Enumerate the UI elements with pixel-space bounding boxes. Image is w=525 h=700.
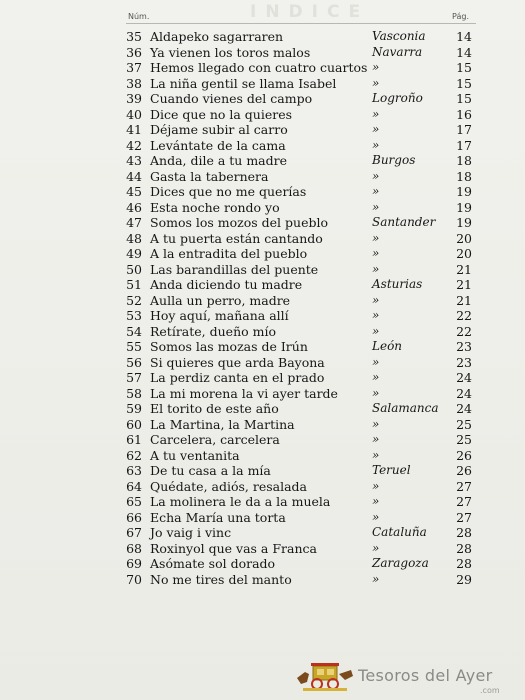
page-number: 14 [456, 29, 472, 44]
region-name: » [372, 168, 380, 183]
song-title: La Martina, la Martina [150, 416, 295, 432]
stagecoach-logo-icon [295, 654, 355, 696]
row-number: 68 [126, 540, 142, 556]
page-number: 28 [456, 556, 472, 571]
song-title: Dice que no la quieres [150, 106, 293, 122]
row-number: 52 [126, 292, 142, 308]
row-number: 58 [126, 385, 142, 401]
page-number: 28 [456, 525, 472, 540]
song-title: Levántate de la cama [150, 137, 286, 153]
page-number: 20 [456, 230, 472, 246]
row-number: 47 [126, 215, 142, 230]
song-title: La niña gentil se llama Isabel [150, 75, 337, 91]
index-row [0, 432, 525, 448]
index-row [0, 231, 525, 247]
region-name: León [372, 339, 403, 353]
region-name: » [372, 571, 380, 586]
page-number: 22 [456, 323, 472, 339]
page-number: 23 [456, 339, 472, 354]
index-row [0, 386, 525, 402]
song-title: Hoy aquí, mañana allí [150, 308, 289, 323]
page-number: 27 [456, 494, 472, 509]
number-column-header: Núm. [128, 12, 150, 21]
song-title: Ya vienen los toros malos [150, 44, 311, 60]
region-name: » [372, 478, 380, 493]
region-name: Asturias [372, 277, 423, 291]
index-row [0, 525, 525, 541]
page-number: 26 [456, 447, 472, 463]
index-row [0, 122, 525, 138]
region-name: » [372, 60, 380, 74]
region-name: » [372, 137, 380, 152]
page-number: 27 [456, 478, 472, 494]
region-name: » [372, 184, 380, 198]
page-number: 19 [456, 199, 472, 215]
index-row [0, 541, 525, 557]
watermark-brand: Tesoros del Ayer [358, 666, 493, 685]
region-name: » [372, 416, 380, 431]
page-number: 29 [456, 571, 472, 587]
page-number: 18 [456, 153, 472, 168]
page-number: 19 [456, 215, 472, 230]
index-row [0, 76, 525, 92]
index-row [0, 510, 525, 526]
region-name: » [372, 370, 380, 384]
page-number: 28 [456, 540, 472, 556]
row-number: 62 [126, 447, 142, 463]
region-name: » [372, 447, 380, 462]
index-row [0, 448, 525, 464]
song-title: El torito de este año [150, 401, 279, 416]
song-title: Aulla un perro, madre [150, 292, 291, 308]
row-number: 41 [126, 122, 142, 137]
page-number: 14 [456, 44, 472, 60]
page-number: 25 [456, 432, 472, 447]
region-name: » [372, 246, 380, 260]
row-number: 48 [126, 230, 142, 246]
row-number: 65 [126, 494, 142, 509]
song-title: Cuando vienes del campo [150, 91, 313, 106]
region-name: Burgos [372, 153, 416, 167]
row-number: 35 [126, 29, 142, 44]
index-row [0, 556, 525, 572]
row-number: 36 [126, 44, 142, 60]
index-row [0, 169, 525, 185]
song-title: Aldapeko sagarraren [150, 29, 284, 44]
page-number: 21 [456, 277, 472, 292]
row-number: 55 [126, 339, 142, 354]
ghost-title: INDICE [250, 2, 370, 22]
index-row [0, 29, 525, 45]
page-number: 27 [456, 509, 472, 525]
region-name: » [372, 261, 380, 276]
row-number: 54 [126, 323, 142, 339]
index-row [0, 572, 525, 588]
index-row [0, 339, 525, 355]
page-number: 15 [456, 91, 472, 106]
index-list [0, 29, 525, 587]
index-row [0, 45, 525, 61]
index-row [0, 277, 525, 293]
header-rule [126, 23, 476, 24]
page-number: 15 [456, 60, 472, 75]
song-title: Déjame subir al carro [150, 122, 288, 137]
region-name: » [372, 385, 380, 400]
region-name: » [372, 75, 380, 90]
index-row [0, 401, 525, 417]
row-number: 59 [126, 401, 142, 416]
index-row [0, 417, 525, 433]
index-row [0, 370, 525, 386]
region-name: » [372, 199, 380, 214]
song-title: A tu ventanita [150, 447, 240, 463]
page-number: 23 [456, 354, 472, 370]
row-number: 64 [126, 478, 142, 494]
row-number: 51 [126, 277, 142, 292]
row-number: 42 [126, 137, 142, 153]
index-row [0, 293, 525, 309]
index-row [0, 246, 525, 262]
row-number: 38 [126, 75, 142, 91]
index-row [0, 355, 525, 371]
song-title: Somos los mozos del pueblo [150, 215, 328, 230]
row-number: 39 [126, 91, 142, 106]
song-title: Esta noche rondo yo [150, 199, 280, 215]
index-row [0, 494, 525, 510]
row-number: 60 [126, 416, 142, 432]
page-column-header: Pág. [452, 12, 469, 21]
index-row [0, 138, 525, 154]
song-title: La molinera le da a la muela [150, 494, 331, 509]
song-title: No me tires del manto [150, 571, 292, 587]
page-number: 17 [456, 137, 472, 153]
page-number: 21 [456, 261, 472, 277]
song-title: Si quieres que arda Bayona [150, 354, 325, 370]
page-number: 25 [456, 416, 472, 432]
region-name: » [372, 122, 380, 136]
row-number: 61 [126, 432, 142, 447]
page-number: 19 [456, 184, 472, 199]
region-name: » [372, 509, 380, 524]
region-name: Logroño [372, 91, 423, 105]
region-name: » [372, 106, 380, 121]
index-row [0, 91, 525, 107]
row-number: 53 [126, 308, 142, 323]
region-name: » [372, 432, 380, 446]
song-title: Retírate, dueño mío [150, 323, 277, 339]
index-row [0, 262, 525, 278]
row-number: 40 [126, 106, 142, 122]
song-title: Somos las mozas de Irún [150, 339, 308, 354]
index-row [0, 153, 525, 169]
song-title: Las barandillas del puente [150, 261, 319, 277]
index-row [0, 308, 525, 324]
page-number: 16 [456, 106, 472, 122]
page-number: 20 [456, 246, 472, 261]
song-title: Asómate sol dorado [150, 556, 276, 571]
song-title: Hemos llegado con cuatro cuartos [150, 60, 368, 75]
region-name: » [372, 230, 380, 245]
song-title: Echa María una torta [150, 509, 286, 525]
index-row [0, 324, 525, 340]
row-number: 46 [126, 199, 142, 215]
song-title: Dices que no me querías [150, 184, 307, 199]
song-title: Quédate, adiós, resalada [150, 478, 308, 494]
row-number: 67 [126, 525, 142, 540]
song-title: Roxinyol que vas a Franca [150, 540, 317, 556]
page-number: 17 [456, 122, 472, 137]
row-number: 56 [126, 354, 142, 370]
region-name: Cataluña [372, 525, 427, 539]
song-title: Anda, dile a tu madre [150, 153, 287, 168]
index-row [0, 479, 525, 495]
index-row [0, 215, 525, 231]
page-number: 24 [456, 385, 472, 401]
row-number: 63 [126, 463, 142, 478]
page-number: 18 [456, 168, 472, 184]
region-name: Teruel [372, 463, 411, 477]
region-name: Vasconia [372, 29, 426, 43]
song-title: Anda diciendo tu madre [150, 277, 303, 292]
page-number: 22 [456, 308, 472, 323]
region-name: » [372, 494, 380, 508]
region-name: » [372, 540, 380, 555]
row-number: 66 [126, 509, 142, 525]
page-number: 21 [456, 292, 472, 308]
row-number: 37 [126, 60, 142, 75]
song-title: A tu puerta están cantando [150, 230, 323, 246]
index-row [0, 60, 525, 76]
page-number: 26 [456, 463, 472, 478]
row-number: 50 [126, 261, 142, 277]
song-title: Gasta la tabernera [150, 168, 269, 184]
region-name: Zaragoza [372, 556, 429, 570]
region-name: Navarra [372, 44, 423, 59]
song-title: La mi morena la vi ayer tarde [150, 385, 338, 401]
row-number: 69 [126, 556, 142, 571]
row-number: 43 [126, 153, 142, 168]
song-title: Carcelera, carcelera [150, 432, 280, 447]
index-row [0, 463, 525, 479]
region-name: » [372, 308, 380, 322]
region-name: » [372, 292, 380, 307]
region-name: Santander [372, 215, 436, 229]
region-name: » [372, 323, 380, 338]
index-row [0, 107, 525, 123]
song-title: Jo vaig i vinc [150, 525, 232, 540]
row-number: 49 [126, 246, 142, 261]
region-name: Salamanca [372, 401, 439, 415]
song-title: La perdiz canta en el prado [150, 370, 325, 385]
row-number: 57 [126, 370, 142, 385]
index-row [0, 184, 525, 200]
page-number: 15 [456, 75, 472, 91]
song-title: A la entradita del pueblo [150, 246, 308, 261]
row-number: 44 [126, 168, 142, 184]
song-title: De tu casa a la mía [150, 463, 271, 478]
index-row [0, 200, 525, 216]
region-name: » [372, 354, 380, 369]
page-number: 24 [456, 370, 472, 385]
row-number: 70 [126, 571, 142, 587]
row-number: 45 [126, 184, 142, 199]
page-number: 24 [456, 401, 472, 416]
watermark-domain: .com [480, 686, 500, 695]
